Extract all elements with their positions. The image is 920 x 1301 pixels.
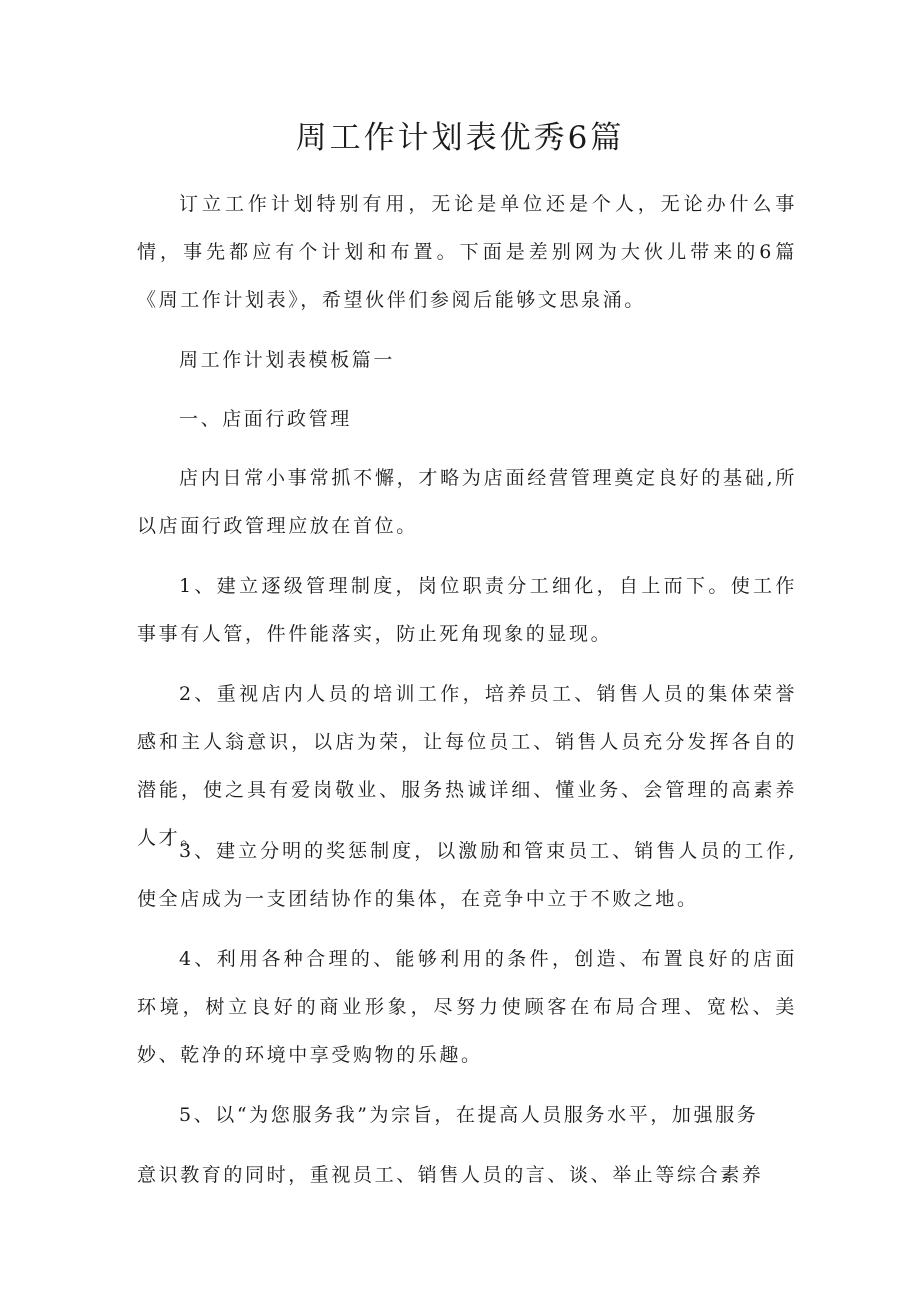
paragraph-item-3: 3、建立分明的奖惩制度，以激励和管束员工、销售人员的工作,使全店成为一支团结协作的集体，在竞争中立于不败之地。 <box>137 840 797 910</box>
intro-paragraph: 订立工作计划特别有用，无论是单位还是个人，无论办什么事情，事先都应有个计划和布置。下面是差别网为大伙儿带来的6篇《周工作计划表》，希望伙伴们参阅后能够文思泉涌。 <box>137 193 797 311</box>
paragraph-item-5-line-1: 5、以“为您服务我”为宗旨，在提高人员服务水平，加强服务 <box>179 1104 759 1126</box>
subheading-admin: 一、店面行政管理 <box>179 408 352 430</box>
paragraph-item-5-line-2: 意识教育的同时，重视员工、销售人员的言、谈、举止等综合素养 <box>137 1164 764 1186</box>
paragraph-admin: 店内日常小事常抓不懈，才略为店面经营管理奠定良好的基础,所以店面行政管理应放在首位。 <box>137 467 797 537</box>
paragraph-item-4: 4、利用各种合理的、能够利用的条件，创造、布置良好的店面环境，树立良好的商业形象，尽努力使顾客在布局合理、宽松、美妙、乾净的环境中享受购物的乐趣。 <box>137 948 797 1066</box>
paragraph-item-2: 2、重视店内人员的培训工作，培养员工、销售人员的集体荣誉感和主人翁意识，以店为荣，让每位员工、销售人员充分发挥各自的潜能，使之具有爱岗敬业、服务热诚详细、懂业务、会管理的高素养人才。 <box>137 683 797 849</box>
paragraph-item-1: 1、建立逐级管理制度，岗位职责分工细化，自上而下。使工作事事有人管，件件能落实，防止死角现象的显现。 <box>137 575 797 645</box>
section-heading: 周工作计划表模板篇一 <box>179 349 396 371</box>
document-title: 周工作计划表优秀6篇 <box>295 120 625 156</box>
